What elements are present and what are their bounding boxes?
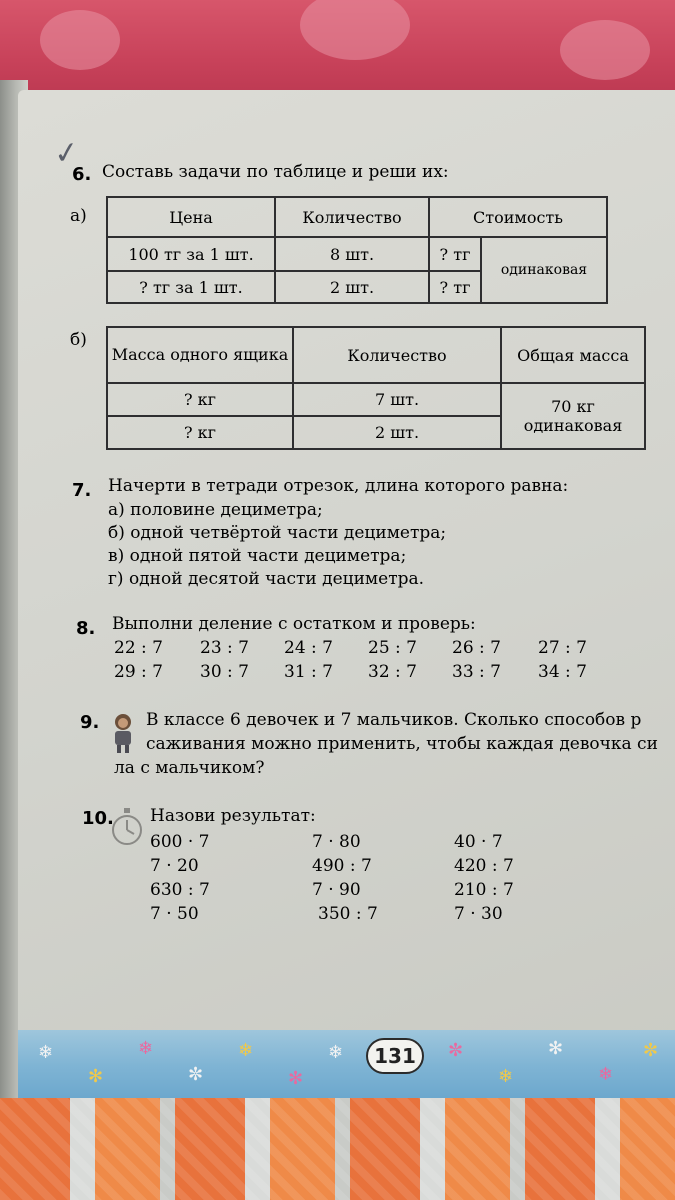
- snowflake-icon: ✼: [448, 1040, 464, 1061]
- snowflake-icon: ❄: [238, 1040, 254, 1061]
- division-example: 23 : 7: [200, 638, 249, 658]
- merged-value: 70 кг: [551, 397, 595, 416]
- check-mark-icon: ✓: [51, 134, 82, 173]
- table-cell: 8 шт.: [275, 237, 429, 271]
- task-6b-label: б): [70, 330, 87, 350]
- girl-figure-icon: [108, 712, 138, 754]
- snowflake-icon: ❄: [598, 1064, 614, 1085]
- task-7-number: 7.: [72, 480, 92, 501]
- table-header: Количество: [293, 327, 501, 383]
- table-header: Цена: [107, 197, 275, 237]
- task-8-title: Выполни деление с остатком и проверь:: [112, 614, 476, 634]
- division-example: 25 : 7: [368, 638, 417, 658]
- division-example: 34 : 7: [538, 662, 587, 682]
- table-cell: ? тг: [429, 271, 481, 303]
- table-header: Количество: [275, 197, 429, 237]
- computation-example: 630 : 7: [150, 880, 210, 900]
- task-6a-table: [106, 196, 608, 304]
- snowflake-icon: ✻: [88, 1066, 104, 1087]
- division-example: 24 : 7: [284, 638, 333, 658]
- table-header: Стоимость: [429, 197, 607, 237]
- task-8-number: 8.: [76, 618, 96, 639]
- task-10-number: 10.: [82, 808, 114, 829]
- task-7-item: г) одной десятой части дециметра.: [108, 569, 425, 589]
- table-cell: ? кг: [107, 383, 293, 416]
- table-cell: 2 шт.: [275, 271, 429, 303]
- division-example: 30 : 7: [200, 662, 249, 682]
- snowflake-icon: ✻: [288, 1068, 304, 1089]
- computation-example: 420 : 7: [454, 856, 514, 876]
- division-example: 31 : 7: [284, 662, 333, 682]
- task-9-line: саживания можно применить, чтобы каждая девочка си: [146, 734, 658, 754]
- computation-example: 210 : 7: [454, 880, 514, 900]
- table-cell: ? тг: [429, 237, 481, 271]
- computation-example: 7 · 50: [150, 904, 199, 924]
- snowflake-icon: ❄: [498, 1066, 514, 1087]
- task-9-line: ла с мальчиком?: [114, 758, 265, 778]
- stopwatch-icon: [110, 806, 144, 850]
- table-header: Общая масса: [501, 327, 645, 383]
- computation-example: 7 · 20: [150, 856, 199, 876]
- division-example: 32 : 7: [368, 662, 417, 682]
- computation-example: 7 · 30: [454, 904, 503, 924]
- snowflake-icon: ❄: [38, 1042, 54, 1063]
- snowflake-icon: ✼: [643, 1040, 659, 1061]
- table-cell: 100 тг за 1 шт.: [107, 237, 275, 271]
- computation-example: 350 : 7: [318, 904, 378, 924]
- computation-example: 40 · 7: [454, 832, 503, 852]
- snowflake-icon: ❄: [328, 1042, 344, 1063]
- task-9-number: 9.: [80, 712, 100, 733]
- table-cell: ? тг за 1 шт.: [107, 271, 275, 303]
- task-6a-label: а): [70, 206, 87, 226]
- task-10-title: Назови результат:: [150, 806, 316, 826]
- task-6b-table: [106, 326, 646, 450]
- decorative-border: [18, 1030, 675, 1102]
- task-6-title: Составь задачи по таблице и реши их:: [102, 162, 449, 182]
- computation-example: 600 · 7: [150, 832, 210, 852]
- snowflake-icon: ❄: [138, 1038, 154, 1059]
- computation-example: 7 · 80: [312, 832, 361, 852]
- computation-example: 490 : 7: [312, 856, 372, 876]
- table-cell: ? кг: [107, 416, 293, 449]
- task-7-title: Начерти в тетради отрезок, длина которого равна:: [108, 476, 569, 496]
- division-example: 29 : 7: [114, 662, 163, 682]
- table-cell-merged: [501, 383, 645, 449]
- table-header: Масса одного ящика: [107, 327, 293, 383]
- snowflake-icon: ✻: [548, 1038, 564, 1059]
- division-example: 22 : 7: [114, 638, 163, 658]
- snowflake-icon: ✼: [188, 1064, 204, 1085]
- table-cell: 7 шт.: [293, 383, 501, 416]
- task-6-number: 6.: [72, 164, 92, 185]
- division-example: 27 : 7: [538, 638, 587, 658]
- task-7-item: в) одной пятой части дециметра;: [108, 546, 407, 566]
- division-example: 33 : 7: [452, 662, 501, 682]
- table-cell: 2 шт.: [293, 416, 501, 449]
- division-example: 26 : 7: [452, 638, 501, 658]
- page-number: 131: [366, 1038, 424, 1074]
- computation-example: 7 · 90: [312, 880, 361, 900]
- background-fabric-bottom: [0, 1098, 675, 1200]
- merged-note: одинаковая: [523, 416, 623, 435]
- task-7-item: б) одной четвёртой части дециметра;: [108, 523, 447, 543]
- task-9-line: В классе 6 девочек и 7 мальчиков. Сколько способов р: [146, 710, 642, 730]
- table-cell-merged: одинаковая: [481, 237, 607, 303]
- task-7-item: а) половине дециметра;: [108, 500, 323, 520]
